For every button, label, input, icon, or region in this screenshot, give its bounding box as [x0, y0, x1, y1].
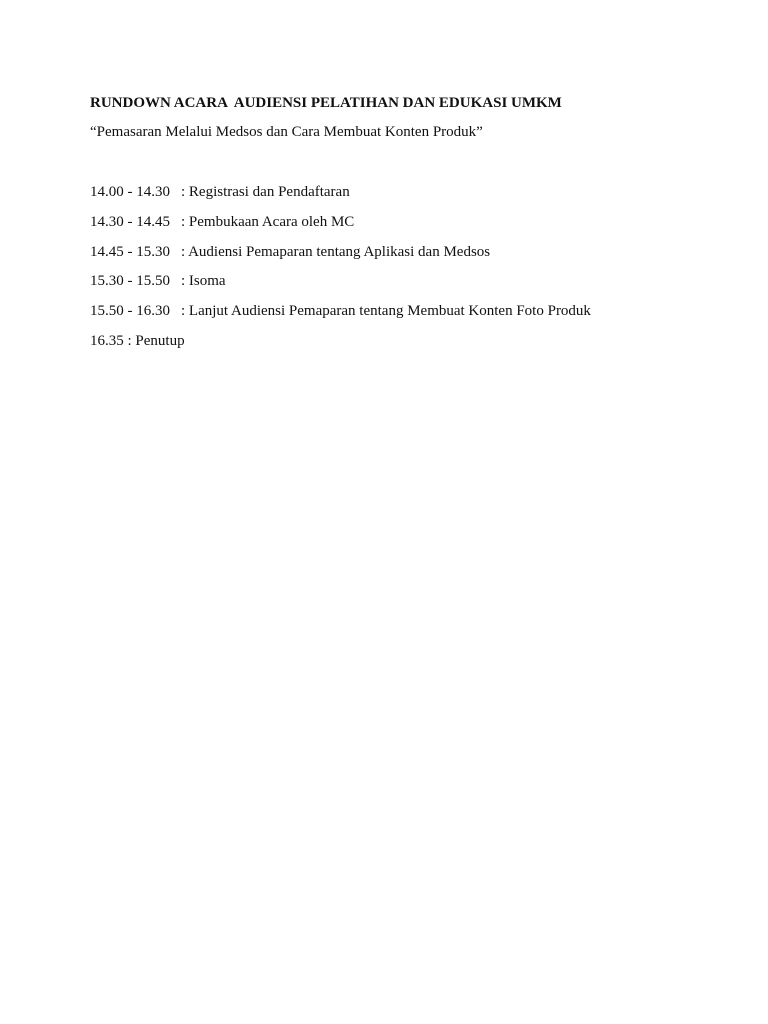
schedule-time: 14.45 - 15.30 — [90, 243, 170, 260]
schedule-row — [90, 242, 730, 262]
schedule-list — [90, 182, 730, 351]
schedule-time: 14.30 - 14.45 — [90, 213, 170, 230]
schedule-row — [90, 301, 730, 321]
schedule-time: 15.30 - 15.50 — [90, 273, 170, 290]
schedule-row — [90, 182, 730, 202]
document-subtitle: “Pemasaran Melalui Medsos dan Cara Membuat Konten Produk” — [90, 124, 483, 140]
schedule-activity: : Lanjut Audiensi Pemaparan tentang Membuat Konten Foto Produk — [181, 303, 591, 320]
closing-row: 16.35 : Penutup — [90, 332, 185, 349]
document-content — [90, 93, 730, 351]
schedule-activity: : Registrasi dan Pendaftaran — [181, 184, 350, 200]
schedule-activity: : Isoma — [181, 273, 226, 290]
document-title: RUNDOWN ACARA AUDIENSI PELATIHAN DAN EDUKASI UMKM — [90, 95, 562, 111]
schedule-activity: : Audiensi Pemaparan tentang Aplikasi dan Medsos — [181, 243, 491, 260]
schedule-row — [90, 271, 730, 291]
schedule-time: 14.00 - 14.30 — [90, 184, 170, 200]
schedule-time: 15.50 - 16.30 — [90, 303, 170, 320]
schedule-activity: : Pembukaan Acara oleh MC — [181, 213, 355, 230]
schedule-row — [90, 212, 730, 232]
